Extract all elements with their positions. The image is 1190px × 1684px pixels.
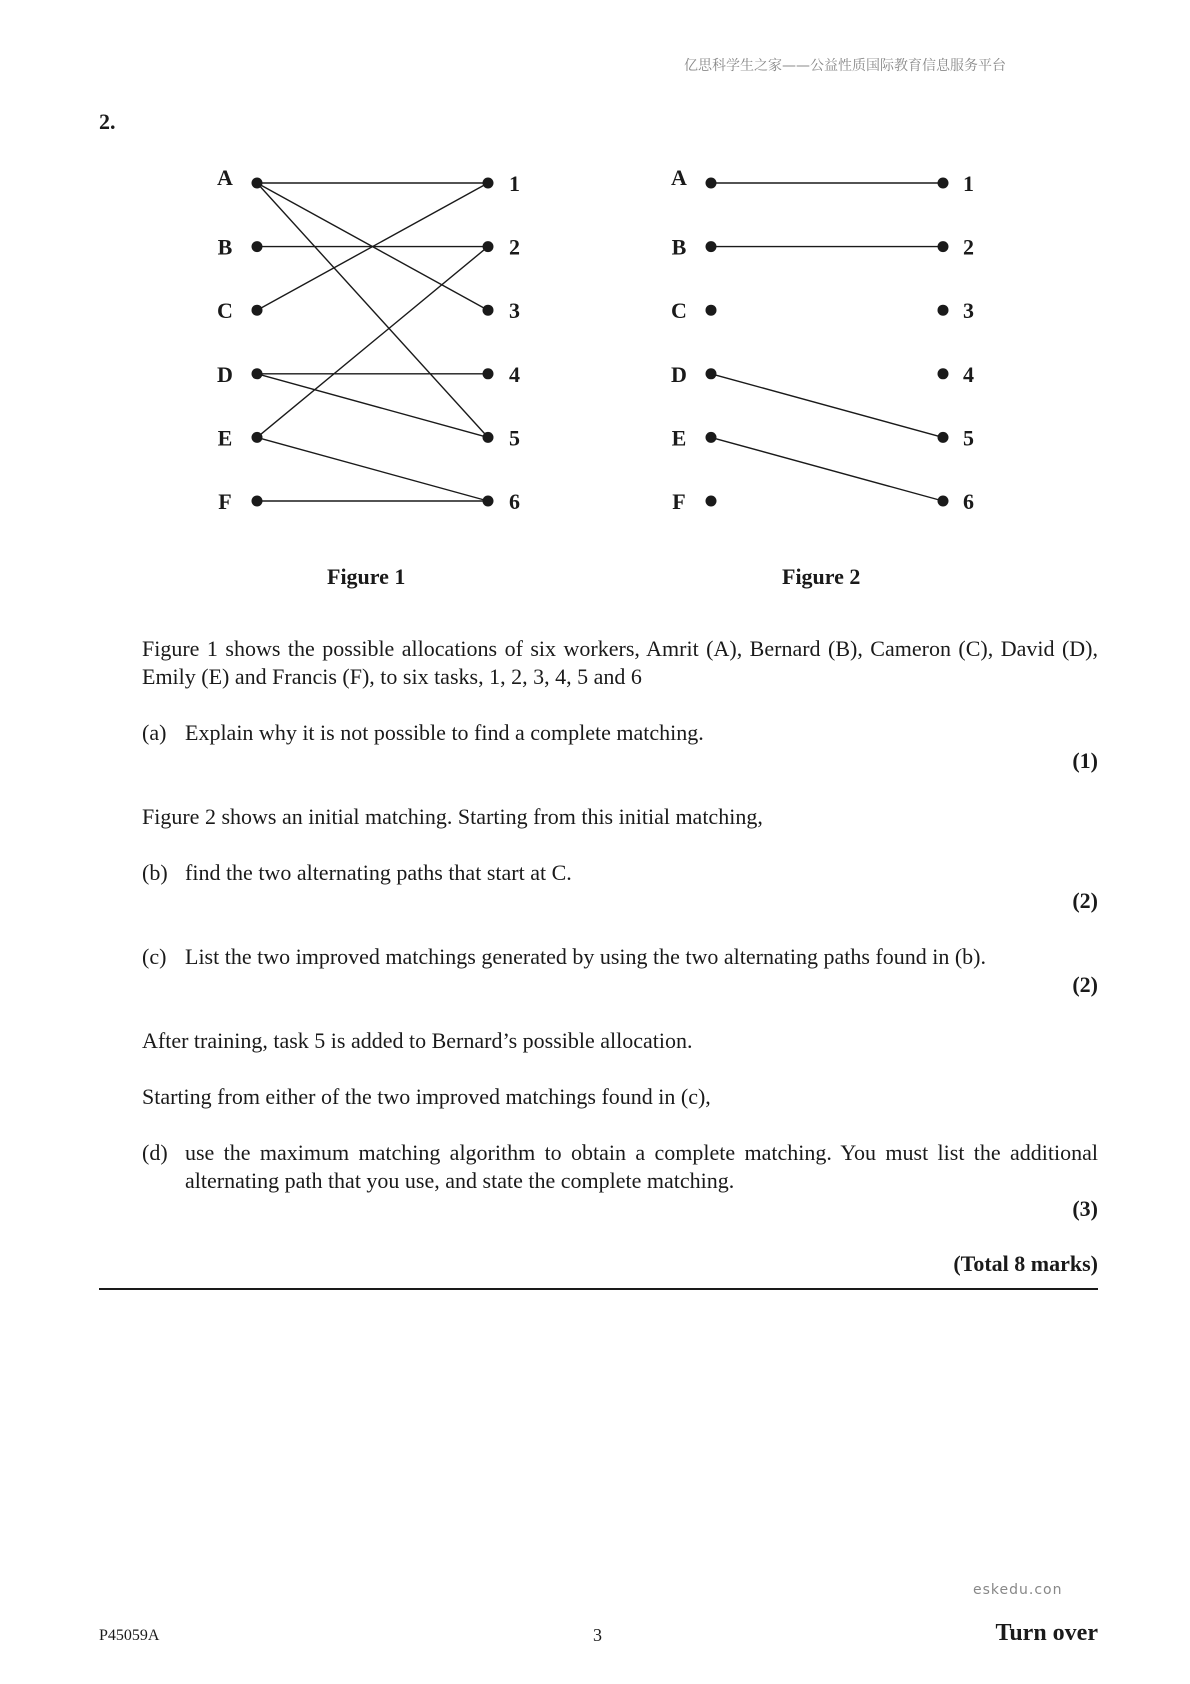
part-d-label: (d) [142,1140,168,1165]
intro-paragraph: Figure 1 shows the possible allocations of six workers, Amrit (A), Bernard (B), Cameron (C), David (D), Emily (E) and Francis (F), to six tasks, 1, 2, 3, 4, 5 and 6 [142,636,1098,689]
worker-label-E: E [671,425,687,451]
worker-node-D [706,368,717,379]
part-a [142,719,1098,747]
worker-node-A [706,178,717,189]
training-note: After training, task 5 is added to Bernard’s possible allocation. [142,1028,693,1053]
worker-label-A: A [671,165,687,190]
task-node-3 [483,305,494,316]
part-a-marks: (1) [1072,748,1098,773]
part-d-text: use the maximum matching algorithm to obtain a complete matching. You must list the additional alternating path that you use, and state the complete matching. [185,1140,1098,1193]
task-node-5 [483,432,494,443]
task-label-2: 2 [963,234,974,260]
part-c [142,943,1098,971]
worker-label-B: B [671,234,687,260]
worker-label-D: D [217,361,233,387]
bipartite-graphs [0,0,1190,560]
worker-label-A: A [217,165,233,190]
turn-over: Turn over [995,1620,1098,1646]
worker-label-D: D [671,361,687,387]
part-c-label: (c) [142,944,167,969]
worker-node-C [706,305,717,316]
worker-node-E [252,432,263,443]
task-label-1: 1 [963,171,974,196]
worker-node-A [252,178,263,189]
part-d [142,1139,1098,1195]
part-c-text: List the two improved matchings generated by using the two alternating paths found in (b). [185,944,986,969]
figure-2-caption: Figure 2 [782,564,861,589]
figure-1-caption: Figure 1 [327,564,406,589]
edge-A-5 [257,183,488,437]
task-node-4 [938,368,949,379]
starting-note: Starting from either of the two improved matchings found in (c), [142,1084,711,1109]
worker-label-B: B [217,234,233,260]
worker-node-C [252,305,263,316]
edge-E-6 [711,437,943,501]
edge-D-5 [257,374,488,438]
part-a-text: Explain why it is not possible to find a complete matching. [185,720,704,745]
worker-node-B [706,241,717,252]
task-node-2 [938,241,949,252]
worker-node-D [252,368,263,379]
part-a-label: (a) [142,720,167,745]
worker-label-C: C [671,298,687,324]
worker-label-C: C [217,298,233,324]
task-label-3: 3 [509,298,520,324]
figure-2-graph [671,165,974,514]
worker-label-F: F [218,489,232,514]
task-label-5: 5 [509,425,520,451]
task-label-6: 6 [509,489,520,514]
page-number: 3 [593,1625,602,1645]
worker-node-F [252,496,263,507]
watermark: eskedu.con [973,1582,1063,1598]
worker-label-F: F [672,489,686,514]
task-label-5: 5 [963,425,974,451]
worker-node-F [706,496,717,507]
task-label-2: 2 [509,234,520,260]
task-node-2 [483,241,494,252]
worker-node-E [706,432,717,443]
part-d-marks: (3) [1072,1196,1098,1221]
part-c-marks: (2) [1072,972,1098,997]
task-label-3: 3 [963,298,974,324]
header-note: 亿思科学生之家——公益性质国际教育信息服务平台 [684,58,1006,74]
task-label-6: 6 [963,489,974,514]
part-b-label: (b) [142,860,168,885]
part-b-marks: (2) [1072,888,1098,913]
task-node-1 [483,178,494,189]
task-label-4: 4 [963,361,974,387]
part-b [142,859,1098,887]
end-rule [99,1288,1098,1290]
task-node-1 [938,178,949,189]
task-node-6 [483,496,494,507]
task-node-6 [938,496,949,507]
question-number: 2. [99,109,116,134]
task-node-4 [483,368,494,379]
figure-2-intro: Figure 2 shows an initial matching. Starting from this initial matching, [142,804,763,829]
edge-D-5 [711,374,943,438]
task-label-1: 1 [509,171,520,196]
edge-E-2 [257,247,488,438]
total-marks: (Total 8 marks) [953,1251,1098,1276]
task-label-4: 4 [509,361,520,387]
edge-E-6 [257,437,488,501]
task-node-5 [938,432,949,443]
part-b-text: find the two alternating paths that start at C. [185,860,572,885]
worker-node-B [252,241,263,252]
paper-id: P45059A [99,1627,160,1644]
figure-1-graph [217,165,520,514]
worker-label-E: E [217,425,233,451]
task-node-3 [938,305,949,316]
